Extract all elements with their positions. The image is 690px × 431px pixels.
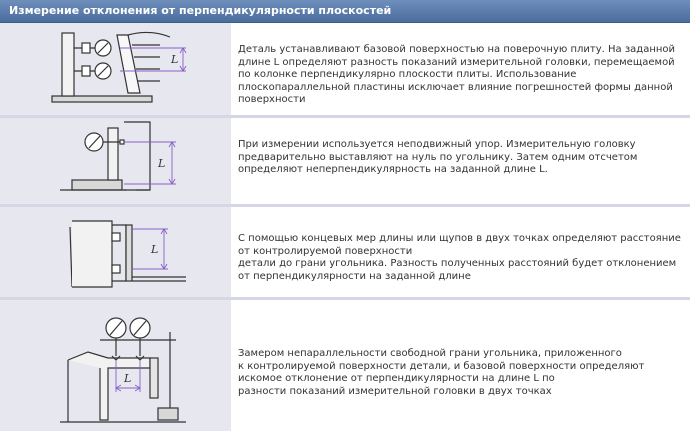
method-row-2 — [0, 118, 690, 204]
length-label: L — [124, 372, 132, 385]
method-row-1 — [0, 23, 690, 115]
method-row-3 — [0, 207, 690, 297]
length-label: L — [151, 243, 159, 256]
section-title: Измерение отклонения от перпендикулярности плоскостей — [9, 4, 392, 17]
section-header — [0, 0, 690, 23]
method-diagram-2 — [0, 118, 231, 204]
method-description: Замером непараллельности свободной грани угольника, приложенного к контролируемой поверхности детали, и базовой поверхности определяют искомое отклонение от перпендикулярности на длине L по разности показаний измерительной головки в двух точках — [238, 348, 645, 397]
length-label: L — [171, 53, 179, 66]
length-label: L — [158, 157, 166, 170]
method-description: Деталь устанавливают базовой поверхностью на поверочную плиту. На заданной длине L определяют разность показаний измерительной головки, перемещаемой по колонке перпендикулярно плоскости плиты. Использование плоскопараллельной пластины исключает влияние погрешностей формы данной поверхности — [238, 44, 676, 105]
method-diagram-4 — [0, 300, 231, 431]
method-row-4 — [0, 300, 690, 431]
method-diagram-3 — [0, 207, 231, 297]
method-diagram-1 — [0, 23, 231, 115]
method-description: При измерении используется неподвижный упор. Измерительную головку предварительно выставляют на нуль по угольнику. Затем одним отсчетом определяют неперпендикулярность на заданной длине L. — [238, 139, 638, 175]
method-description: С помощью концевых мер длины или щупов в двух точках определяют расстояние от контролируемой поверхности детали до грани угольника. Разность полученных расстояний будет отклонением от перпендикулярности на заданной длине — [238, 233, 681, 282]
